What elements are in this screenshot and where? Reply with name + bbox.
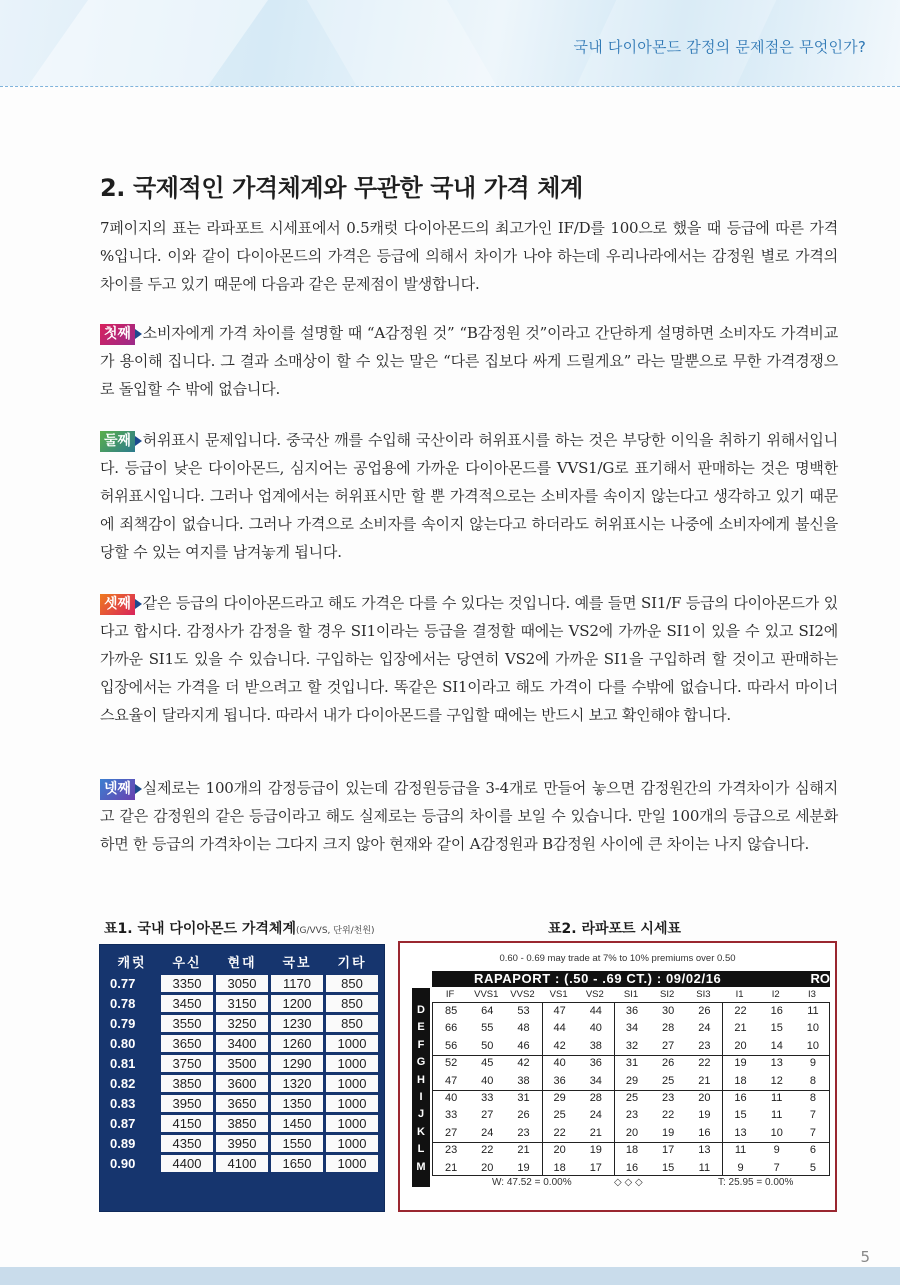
price-percent-cell: 9 xyxy=(809,1057,816,1070)
price-percent-cell: 29 xyxy=(625,1074,639,1087)
price-percent-cell: 7 xyxy=(773,1161,780,1174)
color-grade-label: E xyxy=(417,1021,425,1034)
price-percent-cell: 20 xyxy=(553,1144,566,1157)
premium-note: 0.60 - 0.69 may trade at 7% to 10% premiums over 0.50 xyxy=(499,953,736,964)
footer-t: T: 25.95 = 0.00% xyxy=(718,1177,794,1188)
price-percent-cell: 44 xyxy=(589,1005,602,1017)
price-percent-cell: 22 xyxy=(481,1144,494,1157)
clarity-label: SI3 xyxy=(696,989,711,1000)
point-text: 소비자에게 가격 차이를 설명할 때 “A감정원 것” “B감정원 것”이라고 간단하게 설명하면 소비자도 가격비교가 용이해 집니다. 그 결과 소매상이 할 수 있는 말은 “다른 집보다 싸게 드릴게요” 라는 말뿐으로 무한 가격경쟁으로 돌입할 수 밖에 없습니다. xyxy=(100,324,838,398)
color-grade-column xyxy=(412,988,430,1187)
table1-header: 현대 xyxy=(227,956,257,971)
carat-cell: 0.81 xyxy=(110,1056,136,1071)
price-percent-cell: 21 xyxy=(698,1074,711,1087)
clarity-header-row xyxy=(432,988,830,1002)
price-cell: 3550 xyxy=(161,1015,213,1032)
rapaport-price-sheet xyxy=(398,941,837,1212)
price-percent-cell: 21 xyxy=(517,1144,530,1157)
grid-divider xyxy=(433,1090,829,1091)
price-cell: 850 xyxy=(326,1015,378,1032)
carat-cell: 0.89 xyxy=(110,1136,136,1151)
grid-divider xyxy=(433,1055,829,1056)
clarity-label: VVS1 xyxy=(474,989,499,1000)
price-cell: 3950 xyxy=(161,1095,213,1112)
price-percent-cell: 25 xyxy=(662,1074,675,1087)
price-cell: 3600 xyxy=(216,1075,268,1092)
price-cell: 1000 xyxy=(326,1135,378,1152)
price-percent-cell: 5 xyxy=(809,1161,816,1174)
price-percent-cell: 9 xyxy=(737,1161,744,1174)
price-percent-cell: 20 xyxy=(698,1092,711,1104)
price-percent-cell: 19 xyxy=(589,1144,602,1157)
price-percent-cell: 53 xyxy=(517,1005,530,1017)
table1-row xyxy=(106,1155,378,1172)
page-number: 5 xyxy=(860,1248,870,1266)
price-percent-cell: 19 xyxy=(517,1161,530,1174)
grid-divider xyxy=(614,1003,615,1175)
point-4 xyxy=(100,774,838,858)
price-percent-cell: 36 xyxy=(625,1005,639,1017)
price-cell: 3050 xyxy=(216,975,268,992)
price-percent-cell: 17 xyxy=(589,1161,602,1174)
price-cell: 3650 xyxy=(216,1095,268,1112)
price-percent-cell: 27 xyxy=(662,1039,675,1052)
color-grade-label: D xyxy=(417,1004,425,1016)
carat-cell: 0.79 xyxy=(110,1016,136,1031)
price-percent-cell: 24 xyxy=(481,1126,494,1139)
price-percent-cell: 22 xyxy=(553,1126,566,1139)
price-percent-cell: 16 xyxy=(698,1126,711,1139)
price-percent-cell: 47 xyxy=(444,1074,458,1087)
price-cell: 1000 xyxy=(326,1055,378,1072)
price-percent-cell: 34 xyxy=(589,1074,602,1087)
price-percent-cell: 23 xyxy=(698,1039,711,1052)
price-percent-cell: 33 xyxy=(481,1092,494,1104)
price-cell: 3750 xyxy=(161,1055,213,1072)
price-percent-cell: 13 xyxy=(770,1057,783,1070)
table1-caption-note: (G/VVS, 단위/천원) xyxy=(295,926,375,936)
price-percent-cell: 45 xyxy=(481,1057,494,1070)
point-tag: 셋째 xyxy=(100,594,135,615)
table1-row xyxy=(106,1095,378,1112)
point-tag: 넷째 xyxy=(100,779,135,800)
price-percent-cell: 47 xyxy=(553,1005,566,1017)
price-cell: 3350 xyxy=(161,975,213,992)
price-cell: 3500 xyxy=(216,1055,268,1072)
price-percent-cell: 25 xyxy=(553,1109,566,1122)
point-tag: 첫째 xyxy=(100,324,135,345)
price-percent-cell: 25 xyxy=(625,1092,639,1104)
price-percent-cell: 24 xyxy=(589,1109,602,1122)
header-facet xyxy=(290,0,511,86)
price-percent-cell: 56 xyxy=(444,1039,458,1052)
price-percent-cell: 10 xyxy=(806,1022,820,1035)
carat-cell: 0.87 xyxy=(110,1116,136,1131)
price-cell: 3150 xyxy=(216,995,268,1012)
rapaport-grid xyxy=(412,971,830,1187)
price-percent-cell: 40 xyxy=(444,1092,458,1104)
color-grade-label: I xyxy=(419,1091,423,1103)
clarity-label: IF xyxy=(445,989,455,1000)
price-grid xyxy=(432,1002,830,1176)
price-cell: 4400 xyxy=(161,1155,213,1172)
price-percent-cell: 18 xyxy=(625,1144,639,1157)
price-percent-cell: 13 xyxy=(698,1144,711,1157)
price-cell: 4350 xyxy=(161,1135,213,1152)
price-percent-cell: 36 xyxy=(589,1057,602,1070)
price-percent-cell: 48 xyxy=(517,1022,530,1035)
price-percent-cell: 10 xyxy=(806,1039,820,1052)
price-percent-cell: 66 xyxy=(444,1022,458,1035)
table1-row xyxy=(106,975,378,992)
price-percent-cell: 7 xyxy=(809,1109,816,1122)
price-percent-cell: 52 xyxy=(444,1057,458,1070)
grid-divider xyxy=(433,1142,829,1143)
price-percent-cell: 40 xyxy=(553,1057,566,1070)
price-percent-cell: 10 xyxy=(770,1126,783,1139)
price-cell: 1350 xyxy=(271,1095,323,1112)
price-cell: 1650 xyxy=(271,1155,323,1172)
price-cell: 3400 xyxy=(216,1035,268,1052)
table1-row xyxy=(106,1055,378,1072)
price-percent-cell: 8 xyxy=(809,1074,816,1087)
price-percent-cell: 11 xyxy=(734,1144,747,1157)
point-text: 같은 등급의 다이아몬드라고 해도 가격은 다를 수 있다는 것입니다. 예를 들면 SI1/F 등급의 다이아몬드가 있다고 합시다. 감정사가 감정을 할 경우 SI1이라는 등급을 결정할 때에는 VS2에 가까운 SI1이 있을 수 있고 SI2에 가까운 SI1도 있을 수 있습니다. 구입하는 입장에서는 당연히 VS2에 가까운 SI1을 구입하려 할 것이고 판매하는 입장에서는 가격을 더 받으려고 할 것입니다. 똑같은 SI1이라고 해도 가격이 다를 수밖에 없습니다. 따라서 마이너스요율이 달라지게 됩니다. 따라서 내가 다이아몬드를 구입할 때에는 반드시 보고 확인해야 합니다. xyxy=(100,594,838,724)
color-grade-label: M xyxy=(416,1160,426,1173)
price-percent-cell: 21 xyxy=(444,1161,458,1174)
price-percent-cell: 24 xyxy=(698,1022,711,1035)
price-percent-cell: 15 xyxy=(734,1109,747,1122)
price-percent-cell: 36 xyxy=(553,1074,566,1087)
clarity-label: VS2 xyxy=(585,989,604,1000)
price-cell: 1230 xyxy=(271,1015,323,1032)
price-percent-cell: 44 xyxy=(553,1022,566,1035)
footer-diamonds: ◇ ◇ ◇ xyxy=(614,1177,643,1188)
price-cell: 3950 xyxy=(216,1135,268,1152)
clarity-label: I3 xyxy=(807,989,816,1000)
price-percent-cell: 22 xyxy=(734,1005,747,1017)
price-cell: 3850 xyxy=(216,1115,268,1132)
price-percent-cell: 31 xyxy=(517,1092,530,1104)
price-percent-cell: 28 xyxy=(589,1092,602,1104)
price-percent-cell: 19 xyxy=(734,1057,747,1070)
domestic-price-table xyxy=(99,944,385,1212)
carat-cell: 0.77 xyxy=(110,976,136,991)
price-percent-cell: 32 xyxy=(625,1039,639,1052)
price-cell: 4150 xyxy=(161,1115,213,1132)
price-percent-cell: 34 xyxy=(625,1022,639,1035)
header-facet xyxy=(18,0,282,86)
price-percent-cell: 28 xyxy=(662,1022,675,1035)
price-cell: 3450 xyxy=(161,995,213,1012)
clarity-label: VVS2 xyxy=(510,989,535,1000)
carat-cell: 0.78 xyxy=(110,996,136,1011)
price-percent-cell: 11 xyxy=(807,1005,819,1017)
carat-cell: 0.80 xyxy=(110,1036,136,1051)
price-percent-cell: 11 xyxy=(771,1092,783,1104)
price-percent-cell: 16 xyxy=(770,1005,783,1017)
price-cell: 1320 xyxy=(271,1075,323,1092)
price-percent-cell: 8 xyxy=(809,1092,816,1104)
price-percent-cell: 21 xyxy=(734,1022,747,1035)
table1-row xyxy=(106,1035,378,1052)
price-cell: 1290 xyxy=(271,1055,323,1072)
table1-row xyxy=(106,1075,378,1092)
price-cell: 4100 xyxy=(216,1155,268,1172)
clarity-label: I1 xyxy=(735,989,744,1000)
price-percent-cell: 15 xyxy=(770,1022,783,1035)
price-percent-cell: 26 xyxy=(698,1005,711,1017)
price-cell: 1260 xyxy=(271,1035,323,1052)
price-percent-cell: 26 xyxy=(517,1109,530,1122)
price-percent-cell: 27 xyxy=(444,1126,458,1139)
price-percent-cell: 11 xyxy=(698,1161,711,1174)
color-grade-label: F xyxy=(417,1038,425,1051)
color-grade-label: H xyxy=(417,1073,425,1086)
price-percent-cell: 23 xyxy=(662,1092,675,1104)
price-percent-cell: 26 xyxy=(662,1057,675,1070)
table1-header: 국보 xyxy=(282,956,312,971)
price-percent-cell: 85 xyxy=(444,1005,458,1017)
price-percent-cell: 15 xyxy=(662,1161,675,1174)
price-percent-cell: 42 xyxy=(517,1057,530,1070)
price-cell: 3850 xyxy=(161,1075,213,1092)
price-percent-cell: 22 xyxy=(698,1057,711,1070)
carat-cell: 0.82 xyxy=(110,1076,136,1091)
price-percent-cell: 9 xyxy=(773,1144,780,1157)
price-cell: 1000 xyxy=(326,1095,378,1112)
price-percent-cell: 14 xyxy=(770,1039,783,1052)
price-percent-cell: 38 xyxy=(589,1039,602,1052)
price-percent-cell: 33 xyxy=(444,1109,458,1122)
color-grade-label: L xyxy=(417,1143,425,1156)
color-grade-label: J xyxy=(417,1108,425,1121)
footer-w: W: 47.52 = 0.00% xyxy=(492,1177,572,1188)
price-percent-cell: 38 xyxy=(517,1074,530,1087)
price-cell: 1000 xyxy=(326,1155,378,1172)
section-title: 2. 국제적인 가격체계와 무관한 국내 가격 체계 xyxy=(100,174,583,202)
table1-row xyxy=(106,1135,378,1152)
price-cell: 1170 xyxy=(271,975,323,992)
price-percent-cell: 29 xyxy=(553,1092,566,1104)
rapaport-title-bar xyxy=(432,971,830,987)
table1-caption-text: 표1. 국내 다이아몬드 가격체계 xyxy=(104,921,296,937)
carat-cell: 0.90 xyxy=(110,1156,136,1171)
price-percent-cell: 27 xyxy=(481,1109,494,1122)
price-percent-cell: 18 xyxy=(734,1074,747,1087)
rapaport-title-cut: RO xyxy=(810,971,830,986)
price-percent-cell: 11 xyxy=(771,1109,783,1122)
grid-divider xyxy=(542,1003,543,1175)
price-cell: 3650 xyxy=(161,1035,213,1052)
table1-caption xyxy=(104,918,375,938)
clarity-label: VS1 xyxy=(549,989,568,1000)
price-percent-cell: 16 xyxy=(734,1092,747,1104)
table1-row xyxy=(106,1015,378,1032)
price-cell: 3250 xyxy=(216,1015,268,1032)
price-cell: 1450 xyxy=(271,1115,323,1132)
table1-header: 캐럿 xyxy=(117,956,147,971)
price-percent-cell: 17 xyxy=(662,1144,675,1157)
running-title: 국내 다이아몬드 감정의 문제점은 무엇인가? xyxy=(573,38,866,56)
clarity-label: SI1 xyxy=(623,989,639,1000)
color-grade-label: K xyxy=(417,1125,425,1138)
price-percent-cell: 30 xyxy=(662,1005,675,1017)
price-percent-cell: 23 xyxy=(517,1126,530,1139)
rapaport-title: RAPAPORT : (.50 - .69 CT.) : 09/02/16 xyxy=(474,971,722,986)
price-percent-cell: 46 xyxy=(517,1039,530,1052)
table1-row xyxy=(106,995,378,1012)
footer-bar xyxy=(0,1267,900,1285)
price-percent-cell: 7 xyxy=(809,1126,816,1139)
page-header xyxy=(0,0,900,86)
price-cell: 1000 xyxy=(326,1075,378,1092)
price-cell: 1550 xyxy=(271,1135,323,1152)
price-percent-cell: 20 xyxy=(625,1126,639,1139)
price-percent-cell: 21 xyxy=(589,1126,602,1139)
clarity-label: I2 xyxy=(771,989,780,1000)
price-cell: 850 xyxy=(326,975,378,992)
intro-paragraph: 7페이지의 표는 라파포트 시세표에서 0.5캐럿 다이아몬드의 최고가인 IF/D를 100으로 했을 때 등급에 따른 가격 %입니다. 이와 같이 다이아몬드의 가격은 등급에 의해서 차이가 나야 하는데 우리나라에서는 감정원 별로 가격의 차이를 두고 있기 때문에 다음과 같은 문제점이 발생합니다. xyxy=(100,219,838,293)
table1-header: 기타 xyxy=(337,956,367,971)
price-cell: 1200 xyxy=(271,995,323,1012)
point-1 xyxy=(100,319,838,403)
price-percent-cell: 18 xyxy=(553,1161,566,1174)
price-percent-cell: 64 xyxy=(481,1005,494,1017)
price-percent-cell: 31 xyxy=(625,1057,639,1070)
price-percent-cell: 6 xyxy=(809,1144,816,1157)
price-percent-cell: 55 xyxy=(481,1022,494,1035)
color-grade-label: G xyxy=(416,1056,426,1069)
point-text: 실제로는 100개의 감정등급이 있는데 감정원등급을 3-4개로 만들어 놓으면 감정원간의 가격차이가 심해지고 같은 감정원의 같은 등급이라고 해도 실제로는 등급의 차이를 보일 수 있습니다. 만일 100개의 등급으로 세분화 하면 한 등급의 가격차이는 그다지 크지 않아 현재와 같이 A감정원과 B감정원 사이에 큰 차이는 나지 않습니다. xyxy=(100,779,838,853)
price-percent-cell: 16 xyxy=(625,1161,639,1174)
table1-row xyxy=(106,1115,378,1132)
price-percent-cell: 23 xyxy=(444,1144,458,1157)
price-percent-cell: 42 xyxy=(553,1039,566,1052)
point-2 xyxy=(100,426,838,566)
price-cell: 1000 xyxy=(326,1115,378,1132)
price-percent-cell: 40 xyxy=(481,1074,494,1087)
price-cell: 1000 xyxy=(326,1035,378,1052)
price-percent-cell: 19 xyxy=(662,1126,675,1139)
clarity-label: SI2 xyxy=(660,989,675,1000)
price-percent-cell: 23 xyxy=(625,1109,639,1122)
point-tag: 둘째 xyxy=(100,431,135,452)
price-percent-cell: 22 xyxy=(662,1109,675,1122)
grid-divider xyxy=(722,1003,723,1175)
price-percent-cell: 20 xyxy=(481,1161,494,1174)
header-divider xyxy=(0,86,900,87)
price-percent-cell: 13 xyxy=(734,1126,747,1139)
price-percent-cell: 19 xyxy=(698,1109,711,1122)
point-text: 허위표시 문제입니다. 중국산 깨를 수입해 국산이라 허위표시를 하는 것은 부당한 이익을 취하기 위해서입니다. 등급이 낮은 다이아몬드, 심지어는 공업용에 가까운 다이아몬드를 VVS1/G로 표기해서 판매하는 것은 명백한 허위표시입니다. 그러나 업계에서는 허위표시만 할 뿐 가격적으로는 소비자를 속이지 않는다고 생각하고 있기 때문에 죄책감이 없습니다. 그러나 가격으로 소비자를 속이지 않는다고 하더라도 허위표시는 나중에 소비자에게 불신을 당할 수 있는 여지를 남겨놓게 됩니다. xyxy=(100,431,838,561)
price-percent-cell: 12 xyxy=(770,1074,783,1087)
price-percent-cell: 20 xyxy=(734,1039,747,1052)
table2-caption: 표2. 라파포트 시세표 xyxy=(548,921,681,937)
carat-cell: 0.83 xyxy=(110,1096,136,1111)
price-cell: 850 xyxy=(326,995,378,1012)
price-percent-cell: 40 xyxy=(589,1022,602,1035)
table1-header: 우신 xyxy=(172,956,202,971)
price-percent-cell: 50 xyxy=(481,1039,494,1052)
point-3 xyxy=(100,589,838,729)
